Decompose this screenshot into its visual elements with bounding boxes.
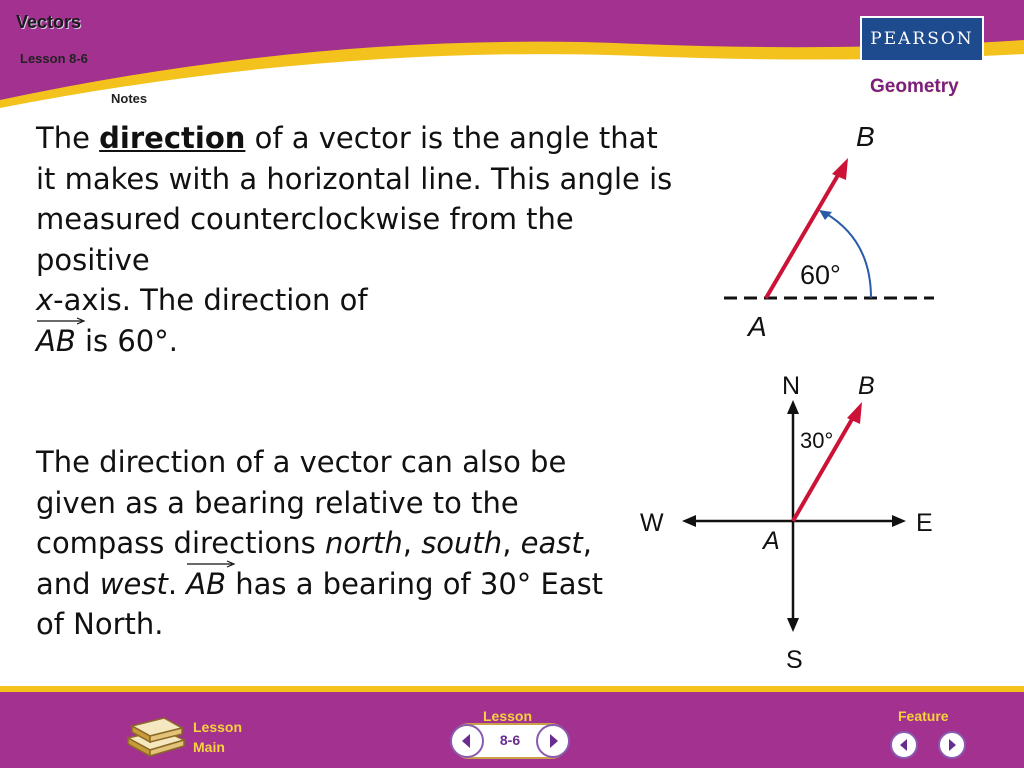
subject-label: Geometry [870,76,959,97]
angle-label: 30° [800,428,834,453]
next-feature-button[interactable] [938,731,966,759]
direction-term: direction [99,121,246,155]
south-arrow-icon [787,618,799,632]
east-arrow-icon [892,515,906,527]
east-label: E [916,509,933,537]
west-label: W [640,509,664,537]
point-a-label: A [763,527,780,555]
north-label: N [782,372,801,400]
point-a-label: A [748,311,767,342]
point-b-label: B [858,372,875,400]
lesson-number: 8-6 [499,732,521,748]
books-icon[interactable] [124,712,188,758]
chevron-right-icon [940,733,964,757]
south-label: S [786,646,803,674]
feature-nav-label: Feature [898,708,949,724]
lesson-main-link[interactable]: Lesson Main [193,719,243,755]
vector-arrow-icon [186,560,236,568]
next-lesson-button[interactable] [536,724,570,758]
prev-feature-button[interactable] [890,731,918,759]
prev-lesson-button[interactable] [450,724,484,758]
slide-title: Vectors [16,12,82,32]
north-arrow-icon [787,400,799,414]
chevron-right-icon [538,726,568,756]
lesson-label: Lesson 8-6 [20,51,88,66]
direction-diagram [708,118,948,350]
notes-label: Notes [111,91,148,106]
lesson-nav-label: Lesson [483,708,533,724]
vector-ab: AB [36,321,76,362]
slide-header [0,0,1024,118]
angle-label: 60° [800,260,841,290]
vector-arrowhead-icon [832,158,848,180]
chevron-left-icon [452,726,482,756]
point-b-label: B [856,121,875,152]
direction-definition: The direction of a vector is the angle that it makes with a horizontal line. This angle is measured counterclockwise from the positive x-axis. The direction of AB is 60°. [36,118,676,361]
compass-diagram [636,366,936,678]
chevron-left-icon [892,733,916,757]
vector-ab-2: AB [186,564,226,605]
west-arrow-icon [682,515,696,527]
slide-footer [0,686,1024,768]
vector-arrow-icon [36,317,86,325]
bearing-explanation: The direction of a vector can also be given as a bearing relative to the compass directions north, south, east, and west. AB has a bearing of 30° East of North. [36,445,604,641]
pearson-logo: PEARSON [860,16,984,62]
